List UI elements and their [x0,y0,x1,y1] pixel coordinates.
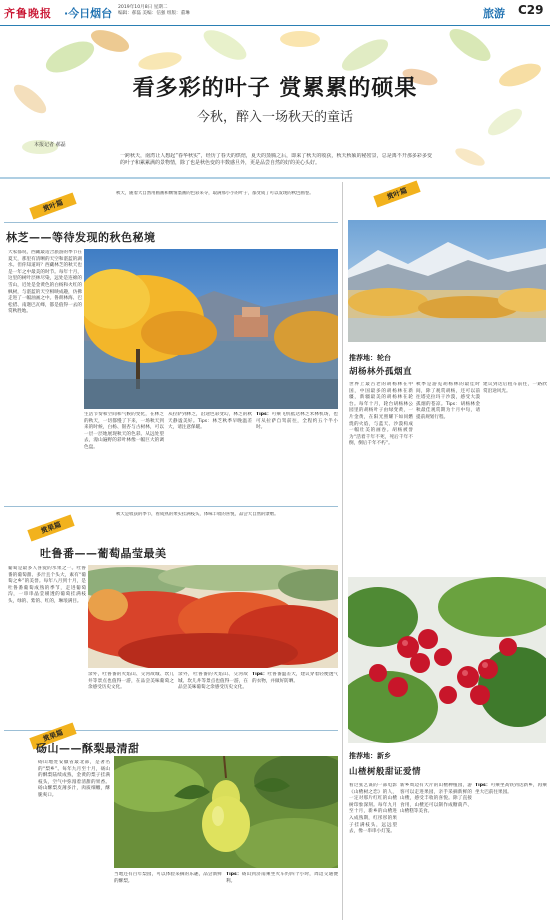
luntai-title: 胡杨林外孤烟直 [349,367,413,377]
section3-body-col2: 当地还有百年梨园，可以体验采摘的乐趣，品尝新鲜的酥梨。 [114,872,222,884]
section3-body: 砀山地处安徽省最北部，是著名的“梨乡”。每年九月至十月，砀山的酥梨陆续成熟，金黄的梨子挂满枝头，空气中弥漫着清甜的果香。砀山酥梨皮薄多汁，肉质细嫩，酥脆爽口。 [38,760,110,798]
editor-credits: 编辑：郝磊 美编：信强 组版：董琳 [118,11,190,16]
section1-title: 林芝——等待发现的秋色秘境 [6,231,156,244]
column-divider [342,182,343,920]
tips-text: 砀山到济南乘坐火车约四个小时，周边交通便利。 [226,872,338,884]
recommend-label-xinxiang: 推荐地：新乡 [349,752,391,760]
section2-body-col2: 余外，吐鲁番的火焰山、交河故城、坎儿井等景点也值得一游，在品尝美味葡萄之余感受历史文化。 [88,672,174,691]
section-badge-leaves-right: 赏叶篇 [373,180,420,207]
xinxiang-tip [475,783,547,920]
section-name: 旅游 [483,7,505,20]
section1-body: 大家都说，西藏最适合旅游的季节在夏天，那里有清晰的天空和湛蓝的湖水。但你知道吗？西藏林芝的秋天也是一年之中最美的时节。每年十月，这里的树叶层林尽染，远处是连绵的雪山，近处是金黄色的白杨和火红的枫树，与湛蓝的天空相映成趣，仿佛走进了一幅油画之中。鲁朗林海、巴松措、南迦巴瓦峰，都是值得一去的赏秋胜地。 [8,250,82,315]
issue-date: 2019年10月8日 星期二 [118,5,168,10]
section3-title: 砀山——酥梨最清甜 [36,742,140,755]
subheadline: 今秋，醉入一场秋天的童话 [196,110,353,125]
tips-label: Tips： [256,412,272,417]
page-number: C29 [518,3,544,17]
recommend-label-luntai: 推荐地：轮台 [349,354,391,362]
luntai-body-col2: 秋季是游览胡杨林的最佳时间，除了观赏胡杨，还可以前往塔克拉玛干沙漠，感受大漠孤烟的苍凉。Tips：胡杨林金秋最佳观赏期为十月中旬，请提前规划行程。 [416,382,480,420]
divider [4,506,338,507]
section2-lead: 秋天是收获的季节，看成熟的果实挂满枝头，体味丰收的喜悦，品尝大自然的馈赠。 [116,512,279,517]
section-badge-fruits: 赏果篇 [27,514,74,541]
section-badge-leaves: 赏叶篇 [29,192,76,219]
xinxiang-body-col2: 新乡周边有大片的山楂种植园，游客可以走进果园，亲手采摘新鲜的山楂，感受丰收的喜悦。除了直接食用，山楂还可以制作成糖葫芦、山楂糕等美食。 [400,783,472,815]
tips-text: 可乘飞机抵达林芝米林机场，也可从拉萨自驾前往，全程约五个半小时。 [256,412,338,431]
tips-label: Tips： [475,783,491,788]
luntai-body: 世界上最古老的胡杨林在中国，中国最多的胡杨林在新疆，新疆最美的胡杨林在轮台。每年十月，轮台胡杨林公园里的胡杨叶子由绿变黄，一片金黄，在阳光照耀下如同燃烧的火焰，与蓝天、沙漠构成一幅壮美的画卷。胡杨被誉为“活着千年不死，死后千年不倒，倒后千年不朽”。 [349,382,413,447]
photo-turpan [88,565,338,668]
section2-title: 吐鲁番——葡萄晶莹最美 [40,547,167,560]
section1-body-col3: 从拉萨到林芝，沿途色彩变幻，林芝的秋天静谧美好。Tips：林芝秋季早晚温差大，请注意保暖。 [168,412,252,431]
newspaper-logo: 齐鲁晚报 [4,7,52,20]
section3-tip [226,872,338,920]
intro-paragraph: 一跨秋天，南湾让人想起“春华秋实”，经历了春天的烘焙，夏天的蒸腾之后，即来了秋天的收获，秋天秋硕的秘密景，总是离不开那多彩多变的叶子和累累满的景物情，除了也是秋色变的丰数感旦外，更是品尝自然的好的美心头好。 [120,153,432,167]
xinxiang-title: 山楂树般甜证爱情 [349,767,422,777]
section2-tip [252,672,338,732]
section-badge-fruits-2: 赏果篇 [29,722,76,749]
luntai-body-col3: 建议到达后租车前往，一路欣赏沿途风光。 [483,382,547,394]
section2-body-col3: 余外，吐鲁番的火焰山、交河故城、坎儿井等景点也值得一游，在品尝美味葡萄之余感受历史文化。 [178,672,248,691]
tips-text: 可乘坐高铁到达新乡，再乘坐大巴前往果园。 [475,783,547,795]
xinxiang-body-col1: 看过张艺谋的一部电影《山楂树之恋》的人，一定对那片红红的山楂树印象深刻。每年九月至十月，新乡的山楂进入成熟期，红彤彤的果子挂满枝头，远远望去，像一串串小灯笼。 [349,783,397,835]
divider [4,222,338,223]
photo-hawthorn [348,577,546,743]
section1-body-col2: 生活节奏和空间和气候的变化，在林芝的秋天，一切都慢了下来，一场秋天到来的时候，白杨、银杏与古树林，可以一层一层地展现秋天的色彩。从远处望去，漫山遍野的彩叶林像一幅巨大的调色盘。 [84,412,164,450]
byline: 本报记者 郝磊 [34,142,66,148]
issue-meta [118,5,190,17]
section1-tip [256,412,338,504]
photo-linzhi [84,249,338,409]
section1-lead: 秋天，随着大自然用画画和颗情墨画的色彩来夺，取满那小小的叶子，都变成了可以发现的秋色画卷。 [116,191,314,196]
photo-populus-forest [348,220,546,342]
tips-label: Tips： [226,872,242,877]
headline: 看多彩的叶子 赏累累的硕果 [132,76,418,101]
tips-text: 吐鲁番温差大，建议穿着轻便透气的衣物，并做好防晒。 [252,672,338,684]
edition-name: ·今日烟台 [64,7,113,20]
photo-pear [114,756,338,868]
section2-body: 葡萄是最多人喜爱的水果之一。吐鲁番的葡萄甜、多汁且个头大，素有“葡萄之乡”的美誉。每年八月到十月，是吐鲁番葡萄成熟的季节，走进葡萄沟，一串串晶莹剔透的葡萄挂满枝头，绿的、紫的、红的，琳琅满目。 [8,566,86,604]
tips-label: Tips： [252,672,268,677]
